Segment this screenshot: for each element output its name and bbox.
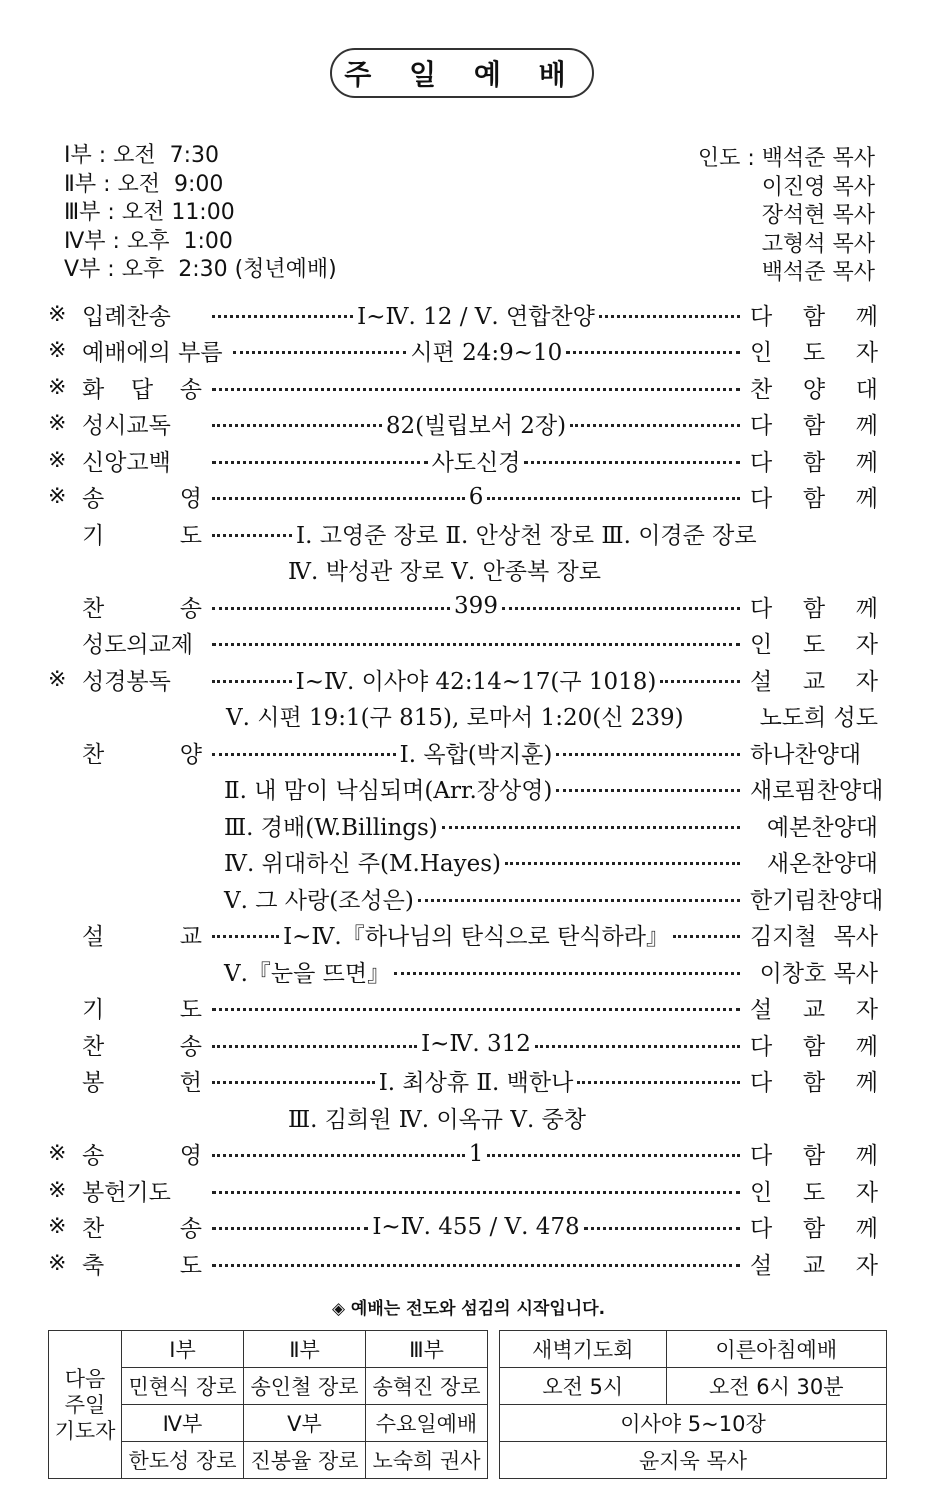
service-time: Ⅰ부 : 오전 7:30 [64,143,220,168]
table-cell: 이사야 5~10장 [500,1405,887,1442]
order-item [48,296,878,333]
dot-leader [556,753,740,756]
order-responsible: 이창호 목사 [759,960,878,987]
order-name: 축 도 [82,1252,202,1279]
order-leader [218,772,750,805]
order-name: 성경봉독 [82,668,171,695]
order-responsible: 새로핌찬양대 [750,778,884,805]
order-item [48,1245,878,1282]
service-time: Ⅴ부 : 오후 2:30 (청년예배) [64,257,337,282]
standing-mark: ※ [48,484,67,510]
order-detail: Ⅰ~Ⅳ.『하나님의 탄식으로 탄식하라』 [283,924,669,951]
order-leader [202,444,750,477]
order-item [48,588,878,625]
order-name: 봉헌기도 [82,1179,171,1206]
order-name: 기 도 [82,997,202,1024]
order-responsible: 찬 양 대 [750,376,878,403]
dot-leader [502,607,740,610]
dot-leader [524,461,740,464]
leader: 인도 : 백석준 목사 [697,146,875,171]
order-name: 찬 송 [82,1033,202,1060]
order-sub-item [48,771,884,808]
table-cell: 송인철 장로 [244,1368,366,1405]
standing-mark: ※ [48,1214,67,1240]
table-header: Ⅴ부 [244,1405,366,1442]
order-detail: Ⅳ. 위대하신 주(M.Hayes) [224,851,501,878]
order-item [48,990,878,1027]
standing-mark: ※ [48,338,67,364]
order-name: 송 영 [82,1143,202,1170]
order-item [48,734,878,771]
order-name: 신앙고백 [82,449,171,476]
order-responsible: 다 함 께 [750,413,878,440]
order-responsible: 설 교 자 [750,997,878,1024]
order-item [48,442,878,479]
order-name: 기 도 [82,522,202,549]
order-leader [202,1214,750,1240]
standing-mark: ※ [48,1141,67,1167]
dot-leader [212,1264,740,1267]
order-responsible: 다 함 께 [750,1070,878,1097]
leader: 백석준 목사 [761,260,875,285]
order-name: 송 영 [82,486,202,513]
dot-leader [212,680,292,683]
table-header: Ⅱ부 [244,1331,366,1368]
order-name: 찬 송 [82,595,202,622]
order-responsible: 설 교 자 [750,1252,878,1279]
order-name: 예배에의 부름 [82,340,223,367]
order-leader [218,882,750,915]
order-responsible: 다 함 께 [750,1216,878,1243]
dot-leader [212,1045,417,1048]
order-leader [202,663,750,696]
order-item [48,661,878,698]
order-detail: 시편 24:9~10 [410,340,563,367]
order-continuation [48,698,878,735]
order-detail: Ⅰ. 고영준 장로 Ⅱ. 안상천 장로 Ⅲ. 이경준 장로 [296,522,757,549]
order-leader [202,1189,750,1192]
order-responsible: 노도희 성도 [759,705,878,732]
table-header: Ⅲ부 [366,1331,488,1368]
order-leader [202,1141,750,1167]
dot-leader [418,899,740,902]
standing-mark: ※ [48,1177,67,1203]
order-responsible: 예본찬양대 [766,814,878,841]
order-sub-item [48,844,878,881]
table-cell: 송혁진 장로 [366,1368,488,1405]
order-responsible: 다 함 께 [750,303,878,330]
order-leader [202,1006,750,1009]
service-time: Ⅲ부 : 오전 11:00 [64,200,235,225]
early-service-table [499,1330,887,1479]
dot-leader [577,1081,740,1084]
table-cell: 진봉율 장로 [244,1442,366,1479]
service-time: Ⅱ부 : 오전 9:00 [64,171,224,197]
order-item [48,1026,878,1063]
order-leader [218,845,750,878]
order-leader [202,641,750,644]
order-leader [202,298,750,331]
motto: ◈ 예배는 전도와 섬김의 시작입니다. [331,1299,606,1319]
order-responsible: 하나찬양대 [750,741,862,768]
order-detail: Ⅰ~Ⅳ. 이사야 42:14~17(구 1018) [295,668,657,695]
dot-leader [566,351,740,354]
service-times [64,142,337,285]
order-leader [202,1031,750,1057]
order-of-worship [48,296,884,1282]
order-responsible: 다 함 께 [750,1033,878,1060]
dot-leader [394,972,740,975]
dot-leader [212,1191,740,1194]
order-item [48,479,878,516]
order-name: 성시교독 [82,413,171,440]
order-item [48,1209,878,1246]
order-responsible: 다 함 께 [750,449,878,476]
order-leader [218,809,750,842]
order-leader [223,334,750,367]
order-detail: Ⅴ. 그 사랑(조성은) [224,887,414,914]
table-cell: 한도성 장로 [122,1442,244,1479]
dot-leader [212,1081,375,1084]
standing-mark: ※ [48,411,67,437]
order-detail: 6 [468,483,484,510]
dot-leader [212,388,740,391]
order-name: 화 답 송 [82,376,202,403]
order-responsible: 다 함 께 [750,1143,878,1170]
dot-leader [487,1154,740,1157]
dot-leader [212,643,740,646]
dot-leader [212,1154,465,1157]
leader: 장석현 목사 [761,203,875,228]
table-cell: 민현식 장로 [122,1368,244,1405]
order-responsible: 김지철 목사 [750,924,878,951]
order-detail: Ⅲ. 김희원 Ⅳ. 이옥규 Ⅴ. 중창 [288,1106,586,1133]
order-responsible: 인 도 자 [750,632,878,659]
dot-leader [212,424,382,427]
order-leader [202,407,750,440]
order-detail: Ⅰ~Ⅳ. 312 [421,1031,531,1058]
dot-leader [505,862,740,865]
table-header: 이른아침예배 [666,1331,886,1368]
page-title: 주 일 예 배 [330,48,594,98]
leader: 이진영 목사 [761,174,875,200]
order-detail: Ⅴ. 시편 19:1(구 815), 로마서 1:20(신 239) [226,705,684,732]
standing-mark: ※ [48,301,67,327]
order-leader [202,517,878,550]
standing-mark: ※ [48,374,67,400]
order-item [48,515,878,552]
order-responsible: 다 함 께 [750,486,878,513]
standing-mark: ※ [48,666,67,692]
order-leader [202,386,750,389]
order-name: 봉 헌 [82,1070,202,1097]
standing-mark: ※ [48,447,67,473]
prayer-label: 다음 주일 기도자 [49,1331,122,1479]
order-item [48,406,878,443]
dot-leader [212,534,292,537]
order-leader [202,593,750,619]
order-detail: 399 [454,593,498,620]
order-item [48,1136,878,1173]
dot-leader [233,351,407,354]
order-item [48,1063,878,1100]
dot-leader [556,789,740,792]
order-leader [202,736,750,769]
dot-leader [570,424,740,427]
order-leader [218,955,750,988]
dot-leader [660,680,740,683]
order-item [48,1172,878,1209]
dot-leader [599,315,740,318]
order-leader [202,1064,750,1097]
order-name: 찬 양 [82,741,202,768]
table-cell: 오전 6시 30분 [666,1368,886,1405]
order-leader [202,918,750,951]
dot-leader [212,497,465,500]
order-item [48,917,878,954]
order-responsible: 새온찬양대 [766,851,878,878]
order-leader [202,484,750,510]
table-cell: 오전 5시 [500,1368,667,1405]
order-detail: Ⅰ. 최상휴 Ⅱ. 백한나 [378,1070,574,1097]
order-leader [202,1262,750,1265]
dot-leader [212,1227,368,1230]
order-sub-item [48,953,878,990]
order-detail: 사도신경 [431,449,521,476]
order-responsible: 인 도 자 [750,340,878,367]
table-header: 새벽기도회 [500,1331,667,1368]
order-name: 설 교 [82,924,202,951]
table-header: 수요일예배 [366,1405,488,1442]
table-cell: 노숙희 권사 [366,1442,488,1479]
order-responsible: 설 교 자 [750,668,878,695]
order-sub-item [48,807,878,844]
service-time: Ⅳ부 : 오후 1:00 [64,228,233,254]
dot-leader [487,497,740,500]
dot-leader [212,1008,740,1011]
order-name: 입례찬송 [82,303,171,330]
order-name: 성도의교제 [82,632,194,659]
order-detail: 1 [468,1140,484,1167]
order-detail: Ⅴ.『눈을 뜨면』 [224,960,391,987]
dot-leader [212,461,428,464]
order-continuation [48,1099,878,1136]
order-item [48,625,878,662]
order-detail: 82(빌립보서 2장) [385,413,567,440]
order-detail: Ⅲ. 경배(W.Billings) [224,814,438,841]
order-responsible: 다 함 께 [750,595,878,622]
table-cell: 윤지욱 목사 [500,1442,887,1479]
table-header: Ⅰ부 [122,1331,244,1368]
order-name: 찬 송 [82,1216,202,1243]
order-responsible: 인 도 자 [750,1179,878,1206]
dot-leader [673,935,740,938]
dot-leader [584,1227,740,1230]
order-detail: Ⅰ~Ⅳ. 455 / Ⅴ. 478 [372,1213,580,1240]
dot-leader [212,753,396,756]
dot-leader [212,315,353,318]
dot-leader [535,1045,740,1048]
order-detail: Ⅰ~Ⅳ. 12 / Ⅴ. 연합찬양 [357,303,595,330]
order-continuation [48,552,878,589]
order-detail: Ⅱ. 내 맘이 낙심되며(Arr.장상영) [224,778,553,805]
standing-mark: ※ [48,1250,67,1276]
dot-leader [212,935,279,938]
leader: 고형석 목사 [761,231,875,257]
order-item [48,369,878,406]
order-item [48,333,878,370]
order-sub-item [48,880,884,917]
order-responsible: 한기림찬양대 [750,887,884,914]
dot-leader [442,826,740,829]
order-detail: Ⅳ. 박성관 장로 Ⅴ. 안종복 장로 [288,559,601,586]
leaders-list [698,145,875,288]
dot-leader [212,607,450,610]
order-detail: Ⅰ. 옥합(박지훈) [399,741,553,768]
prayer-table [48,1330,488,1479]
table-header: Ⅳ부 [122,1405,244,1442]
